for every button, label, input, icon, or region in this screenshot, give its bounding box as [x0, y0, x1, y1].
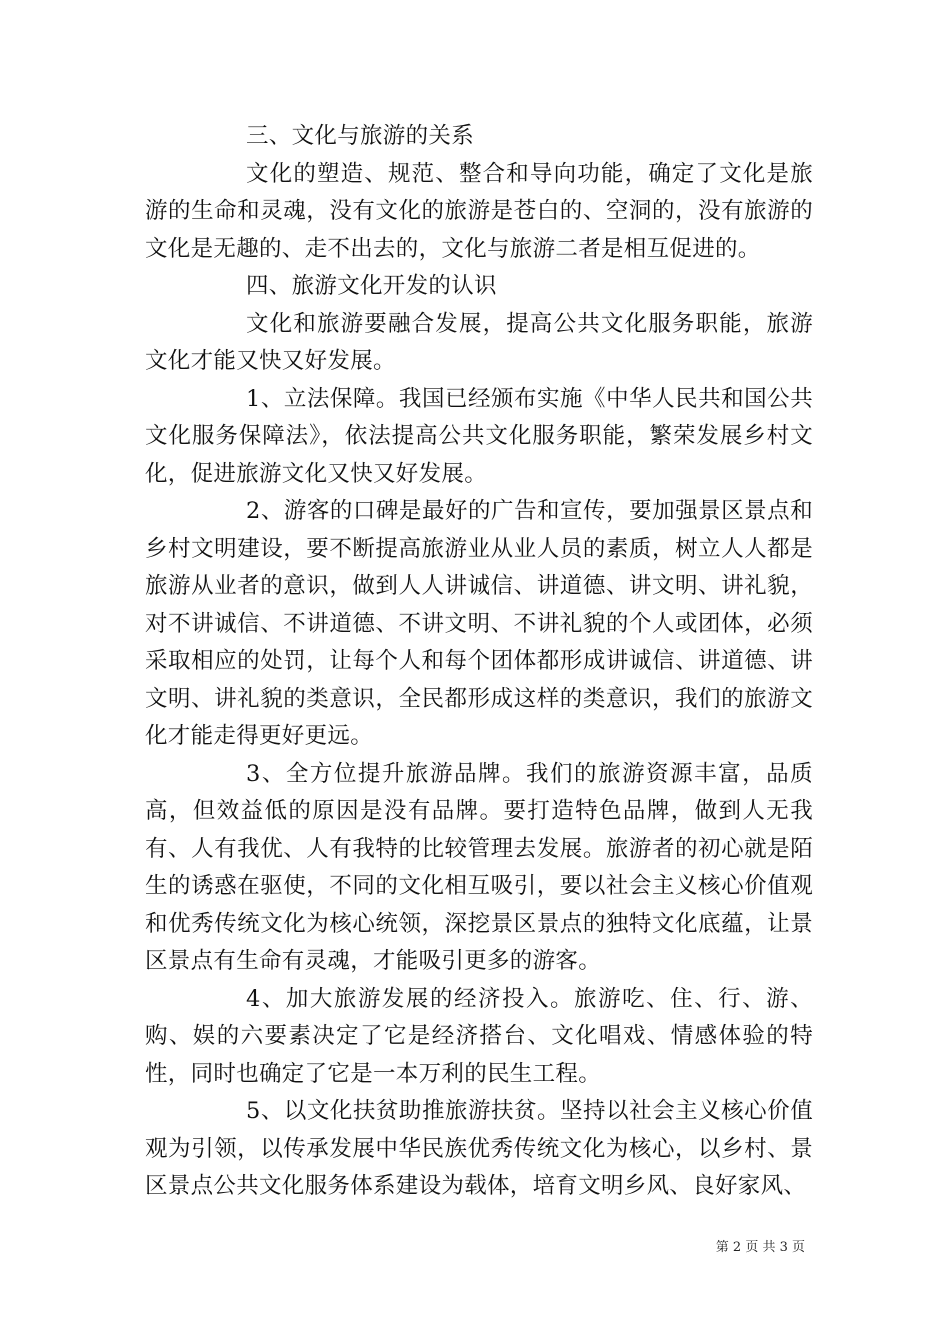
page-number-footer: 第 2 页 共 3 页 [715, 1240, 805, 1255]
paragraph-item-2-reputation: 2、游客的口碑是最好的广告和宣传，要加强景区景点和乡村文明建设，要不断提高旅游业从业人员的素质，树立人人都是旅游从业者的意识，做到人人讲诚信、讲道德、讲文明、讲礼貌，对不讲诚信、不讲道德、不讲文明、不讲礼貌的个人或团体，必须采取相应的处罚，让每个人和每个团体都形成讲诚信、讲道德、讲文明、讲礼貌的类意识，全民都形成这样的类意识，我们的旅游文化才能走得更好更远。 [145, 498, 813, 749]
paragraph-relationship: 文化的塑造、规范、整合和导向功能，确定了文化是旅游的生命和灵魂，没有文化的旅游是苍白的、空洞的，没有旅游的文化是无趣的、走不出去的，文化与旅游二者是相互促进的。 [145, 160, 813, 262]
paragraph-integration: 文化和旅游要融合发展，提高公共文化服务职能，旅游文化才能又快又好发展。 [145, 310, 813, 374]
section-heading-relationship: 三、文化与旅游的关系 [246, 123, 475, 149]
paragraph-item-5-poverty-alleviation: 5、以文化扶贫助推旅游扶贫。坚持以社会主义核心价值观为引领，以传承发展中华民族优秀传统文化为核心，以乡村、景区景点公共文化服务体系建设为载体，培育文明乡风、良好家风、 [145, 1098, 813, 1199]
paragraph-item-3-brand: 3、全方位提升旅游品牌。我们的旅游资源丰富，品质高，但效益低的原因是没有品牌。要打造特色品牌，做到人无我有、人有我优、人有我特的比较管理去发展。旅游者的初心就是陌生的诱惑在驱使，不同的文化相互吸引，要以社会主义核心价值观和优秀传统文化为核心统领，深挖景区景点的独特文化底蕴，让景区景点有生命有灵魂，才能吸引更多的游客。 [145, 760, 813, 974]
paragraph-item-1-legislation: 1、立法保障。我国已经颁布实施《中华人民共和国公共文化服务保障法》，依法提高公共文化服务职能，繁荣发展乡村文化，促进旅游文化又快又好发展。 [145, 385, 813, 487]
section-heading-development: 四、旅游文化开发的认识 [246, 273, 497, 299]
paragraph-item-4-investment: 4、加大旅游发展的经济投入。旅游吃、住、行、游、购、娱的六要素决定了它是经济搭台、文化唱戏、情感体验的特性，同时也确定了它是一本万利的民生工程。 [145, 985, 813, 1087]
document-body [145, 118, 813, 1206]
